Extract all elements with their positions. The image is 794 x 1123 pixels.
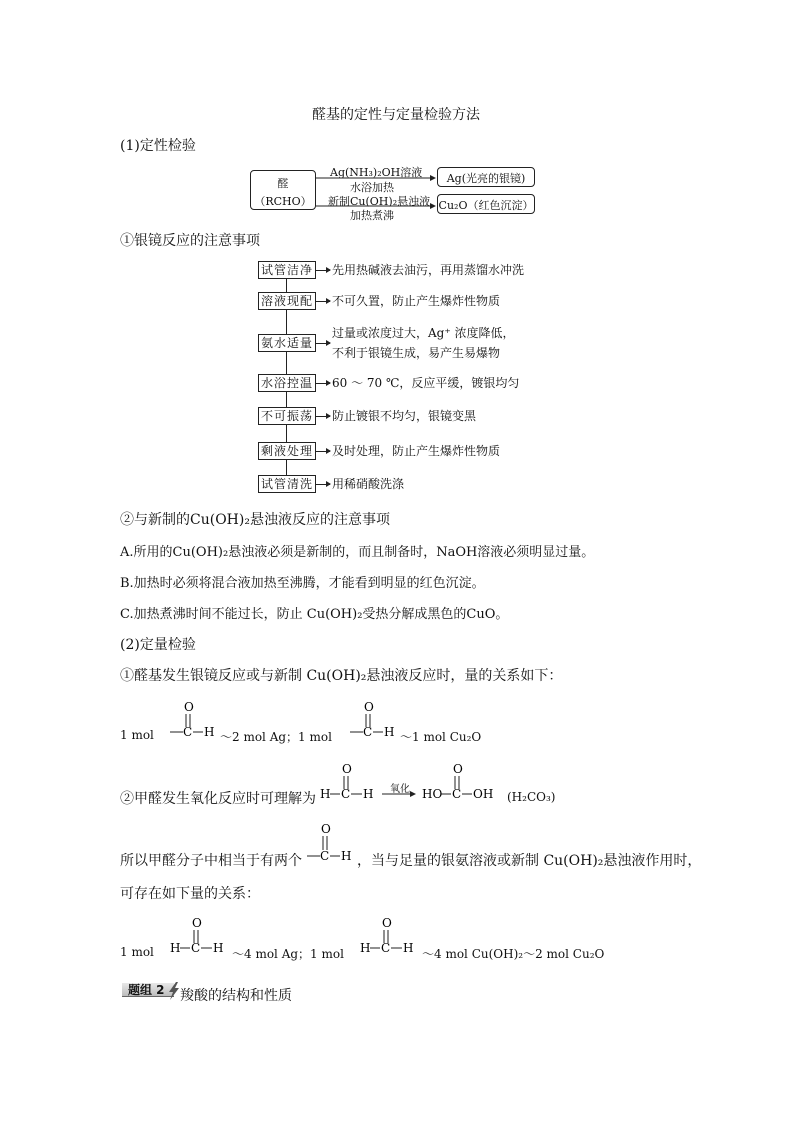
note-desc-water-bath: 60 ～ 70 ℃，反应平缓，镀银均匀 xyxy=(332,376,520,390)
reactant-formula: （RCHO） xyxy=(254,195,312,208)
reactant-name: 醛 xyxy=(277,177,289,190)
question-group-badge: 题组 2 xyxy=(122,983,174,997)
upper-reagent: Ag(NH₃)₂OH溶液 xyxy=(330,166,423,179)
svg-text:C: C xyxy=(381,941,391,955)
quantitative-line3-a: 所以甲醛分子中相当于有两个 xyxy=(120,853,302,869)
formaldehyde-structure xyxy=(170,914,226,958)
note-desc-clean-tube: 先用热碱液去油污，再用蒸馏水冲洗 xyxy=(332,263,525,277)
svg-text:C: C xyxy=(363,725,373,739)
svg-text:H: H xyxy=(341,849,352,863)
svg-text:OH: OH xyxy=(473,787,494,801)
note-label-clean-tube: 试管洁净 xyxy=(258,261,316,279)
aldehyde-group-structure xyxy=(168,698,220,742)
note-desc-fresh-solution: 不可久置，防止产生爆炸性物质 xyxy=(332,294,501,308)
eq1-part-a: 1 mol xyxy=(120,728,154,742)
eq1-part-b: ～2 mol Ag；1 mol xyxy=(220,730,332,744)
note-desc-ammonia-amount: 过量或浓度过大，Ag⁺ 浓度降低， xyxy=(332,326,515,340)
svg-text:O: O xyxy=(382,916,392,930)
upper-condition: 水浴加热 xyxy=(350,181,394,194)
quantitative-line2: ②甲醛发生氧化反应时可理解为 xyxy=(120,791,316,807)
svg-text:C: C xyxy=(341,787,351,801)
svg-text:H: H xyxy=(403,941,414,955)
qualitative-heading: (1)定性检验 xyxy=(120,138,196,154)
note-desc-ammonia-amount-2: 不利于银镜生成，易产生易爆物 xyxy=(332,346,501,360)
copper-note-c: C.加热煮沸时间不能过长，防止 Cu(OH)₂受热分解成黑色的CuO。 xyxy=(120,607,509,622)
upper-product: Ag(光亮的银镜) xyxy=(446,172,526,185)
svg-text:C: C xyxy=(320,849,330,863)
svg-text:O: O xyxy=(342,762,352,776)
note-label-tube-wash: 试管清洗 xyxy=(258,475,316,493)
svg-text:H: H xyxy=(204,725,215,739)
svg-text:O: O xyxy=(364,700,374,714)
svg-text:H: H xyxy=(170,941,181,955)
svg-text:H: H xyxy=(320,787,331,801)
eq2-part-b: ～4 mol Ag；1 mol xyxy=(232,947,344,961)
aldehyde-group-structure-3 xyxy=(305,820,357,866)
next-section-title: 羧酸的结构和性质 xyxy=(180,988,292,1004)
svg-text:O: O xyxy=(192,916,202,930)
svg-text:H: H xyxy=(384,725,395,739)
formaldehyde-oxidation-equation xyxy=(320,760,500,806)
note-desc-tube-wash: 用稀硝酸洗涤 xyxy=(332,477,405,491)
quantitative-line1: ①醛基发生银镜反应或与新制 Cu(OH)₂悬浊液反应时，量的关系如下： xyxy=(120,668,563,684)
eq2-part-c: ～4 mol Cu(OH)₂～2 mol Cu₂O xyxy=(422,947,605,961)
quantitative-heading: (2)定量检验 xyxy=(120,637,196,653)
copper-note-b: B.加热时必须将混合液加热至沸腾，才能看到明显的红色沉淀。 xyxy=(120,576,485,591)
svg-text:O: O xyxy=(453,762,463,776)
note-label-fresh-solution: 溶液现配 xyxy=(258,292,316,310)
page-title: 醛基的定性与定量检验方法 xyxy=(312,107,480,123)
formaldehyde-structure-2 xyxy=(360,914,416,958)
eq2-part-a: 1 mol xyxy=(120,945,154,959)
svg-text:HO: HO xyxy=(422,787,443,801)
copper-heading: ②与新制的Cu(OH)₂悬浊液反应的注意事项 xyxy=(120,512,390,528)
svg-text:O: O xyxy=(321,822,331,836)
silver-mirror-heading: ①银镜反应的注意事项 xyxy=(120,233,260,249)
quantitative-line3-b: ，当与足量的银氨溶液或新制 Cu(OH)₂悬浊液作用时， xyxy=(357,853,702,869)
note-desc-no-shaking: 防止镀银不均匀，银镜变黑 xyxy=(332,409,477,423)
oxidation-label: 氧化 xyxy=(390,784,410,795)
svg-text:C: C xyxy=(452,787,462,801)
lower-product: Cu₂O（红色沉淀） xyxy=(438,199,534,212)
svg-text:H: H xyxy=(363,787,374,801)
carbonic-acid-formula: (H₂CO₃) xyxy=(507,790,556,804)
svg-text:O: O xyxy=(184,700,194,714)
eq1-part-c: ～1 mol Cu₂O xyxy=(400,730,482,744)
copper-note-a: A.所用的Cu(OH)₂悬浊液必须是新制的，而且制备时，NaOH溶液必须明显过量。 xyxy=(120,545,595,560)
note-label-waste-treatment: 剩液处理 xyxy=(258,442,316,460)
note-desc-waste-treatment: 及时处理，防止产生爆炸性物质 xyxy=(332,444,501,458)
svg-text:C: C xyxy=(191,941,201,955)
lower-reagent: 新制Cu(OH)₂悬浊液 xyxy=(328,195,431,208)
lightning-icon xyxy=(167,982,181,1000)
svg-text:C: C xyxy=(183,725,193,739)
note-label-no-shaking: 不可振荡 xyxy=(258,407,316,425)
note-label-water-bath: 水浴控温 xyxy=(258,374,316,392)
scheme-arrows xyxy=(0,0,794,260)
note-label-ammonia-amount: 氨水适量 xyxy=(258,334,316,352)
lower-condition: 加热煮沸 xyxy=(350,209,394,222)
quantitative-line4: 可存在如下量的关系： xyxy=(120,886,260,902)
upper-product-box xyxy=(437,167,535,187)
aldehyde-group-structure-2 xyxy=(348,698,400,742)
lower-product-box xyxy=(437,194,535,214)
svg-text:H: H xyxy=(360,941,371,955)
svg-text:H: H xyxy=(213,941,224,955)
